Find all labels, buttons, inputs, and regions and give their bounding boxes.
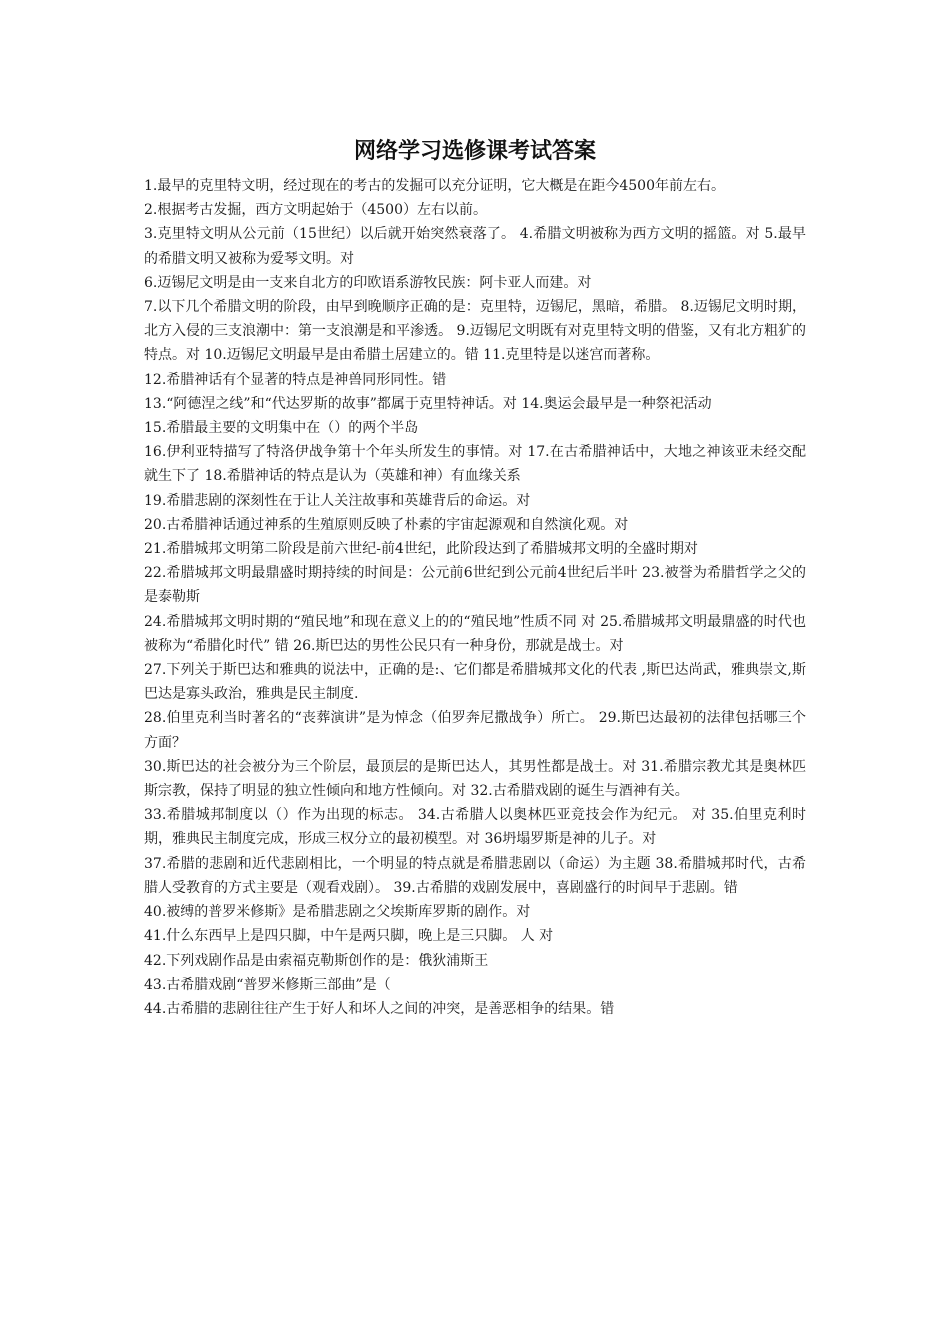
paragraph: 20.古希腊神话通过神系的生殖原则反映了朴素的宇宙起源观和自然演化观。对 [144,516,629,533]
document-body [144,174,806,1021]
paragraph: 28.伯里克利当时著名的“丧葬演讲”是为悼念（伯罗奔尼撒战争）所亡。 29.斯巴达最初的法律包括哪三个方面？ [144,710,806,751]
paragraph: 27.下列关于斯巴达和雅典的说法中，正确的是:、它们都是希腊城邦文化的代表 ,斯巴达尚武，雅典崇文,斯巴达是寡头政治，雅典是民主制度. [144,662,806,703]
paragraph: 2.根据考古发掘，西方文明起始于（4500）左右以前。 [144,202,487,219]
paragraph: 3.克里特文明从公元前（15世纪）以后就开始突然衰落了。 4.希腊文明被称为西方文明的摇篮。对 5.最早的希腊文明又被称为爱琴文明。对 [144,226,806,267]
paragraph: 43.古希腊戏剧“普罗米修斯三部曲”是（ [144,976,391,993]
paragraph: 7.以下几个希腊文明的阶段，由早到晚顺序正确的是：克里特，迈锡尼，黑暗，希腊。 8.迈锡尼文明时期，北方入侵的三支浪潮中：第一支浪潮是和平渗透。 9.迈锡尼文明既有对克里特文明的借鉴，又有北方粗犷的特点。对 10.迈锡尼文明最早是由希腊土居建立的。错 11.克里特是以迷宫而著称。 [144,299,806,364]
paragraph: 13.“阿德涅之线”和“代达罗斯的故事”都属于克里特神话。对 14.奥运会最早是一种祭祀活动 [144,395,712,412]
paragraph: 16.伊利亚特描写了特洛伊战争第十个年头所发生的事情。对 17.在古希腊神话中，大地之神该亚未经交配就生下了 18.希腊神话的特点是认为（英雄和神）有血缘关系 [144,444,806,485]
paragraph: 40.被缚的普罗米修斯》是希腊悲剧之父埃斯库罗斯的剧作。对 [144,904,531,921]
paragraph: 6.迈锡尼文明是由一支来自北方的印欧语系游牧民族：阿卡亚人而建。对 [144,274,592,291]
paragraph: 22.希腊城邦文明最鼎盛时期持续的时间是：公元前6世纪到公元前4世纪后半叶 23.被誉为希腊哲学之父的是泰勒斯 [144,565,806,606]
paragraph: 24.希腊城邦文明时期的“殖民地”和现在意义上的的“殖民地”性质不同 对 25.希腊城邦文明最鼎盛的时代也被称为“希腊化时代” 错 26.斯巴达的男性公民只有一种身份，那就是战士。对 [144,613,806,654]
document-title: 网络学习选修课考试答案 [353,138,596,164]
paragraph: 1.最早的克里特文明，经过现在的考古的发掘可以充分证明，它大概是在距今4500年前左右。 [144,178,725,194]
paragraph: 30.斯巴达的社会被分为三个阶层，最顶层的是斯巴达人，其男性都是战士。对 31.希腊宗教尤其是奥林匹斯宗教，保持了明显的独立性倾向和地方性倾向。对 32.古希腊戏剧的诞生与酒神有关。 [144,758,806,800]
paragraph: 15.希腊最主要的文明集中在（）的两个半岛 [144,420,419,437]
paragraph: 21.希腊城邦文明第二阶段是前六世纪-前4世纪，此阶段达到了希腊城邦文明的全盛时期对 [144,541,698,558]
paragraph: 37.希腊的悲剧和近代悲剧相比，一个明显的特点就是希腊悲剧以（命运）为主题 38.希腊城邦时代，古希腊人受教育的方式主要是（观看戏剧）。 39.古希腊的戏剧发展中，喜剧盛行的时间早于悲剧。错 [144,855,806,896]
paragraph: 19.希腊悲剧的深刻性在于让人关注故事和英雄背后的命运。对 [144,492,531,509]
paragraph: 12.希腊神话有个显著的特点是神兽同形同性。错 [144,371,447,388]
paragraph: 44.古希腊的悲剧往往产生于好人和坏人之间的冲突，是善恶相争的结果。错 [144,1000,615,1017]
paragraph: 33.希腊城邦制度以（）作为出现的标志。 34.古希腊人以奥林匹亚竞技会作为纪元。 对 35.伯里克利时期，雅典民主制度完成，形成三权分立的最初模型。对 36坍塌罗斯是神的儿子。对 [144,807,806,848]
paragraph: 42.下列戏剧作品是由索福克勒斯创作的是：俄狄浦斯王 [144,952,489,969]
paragraph: 41.什么东西早上是四只脚，中午是两只脚，晚上是三只脚。 人 对 [144,928,554,945]
